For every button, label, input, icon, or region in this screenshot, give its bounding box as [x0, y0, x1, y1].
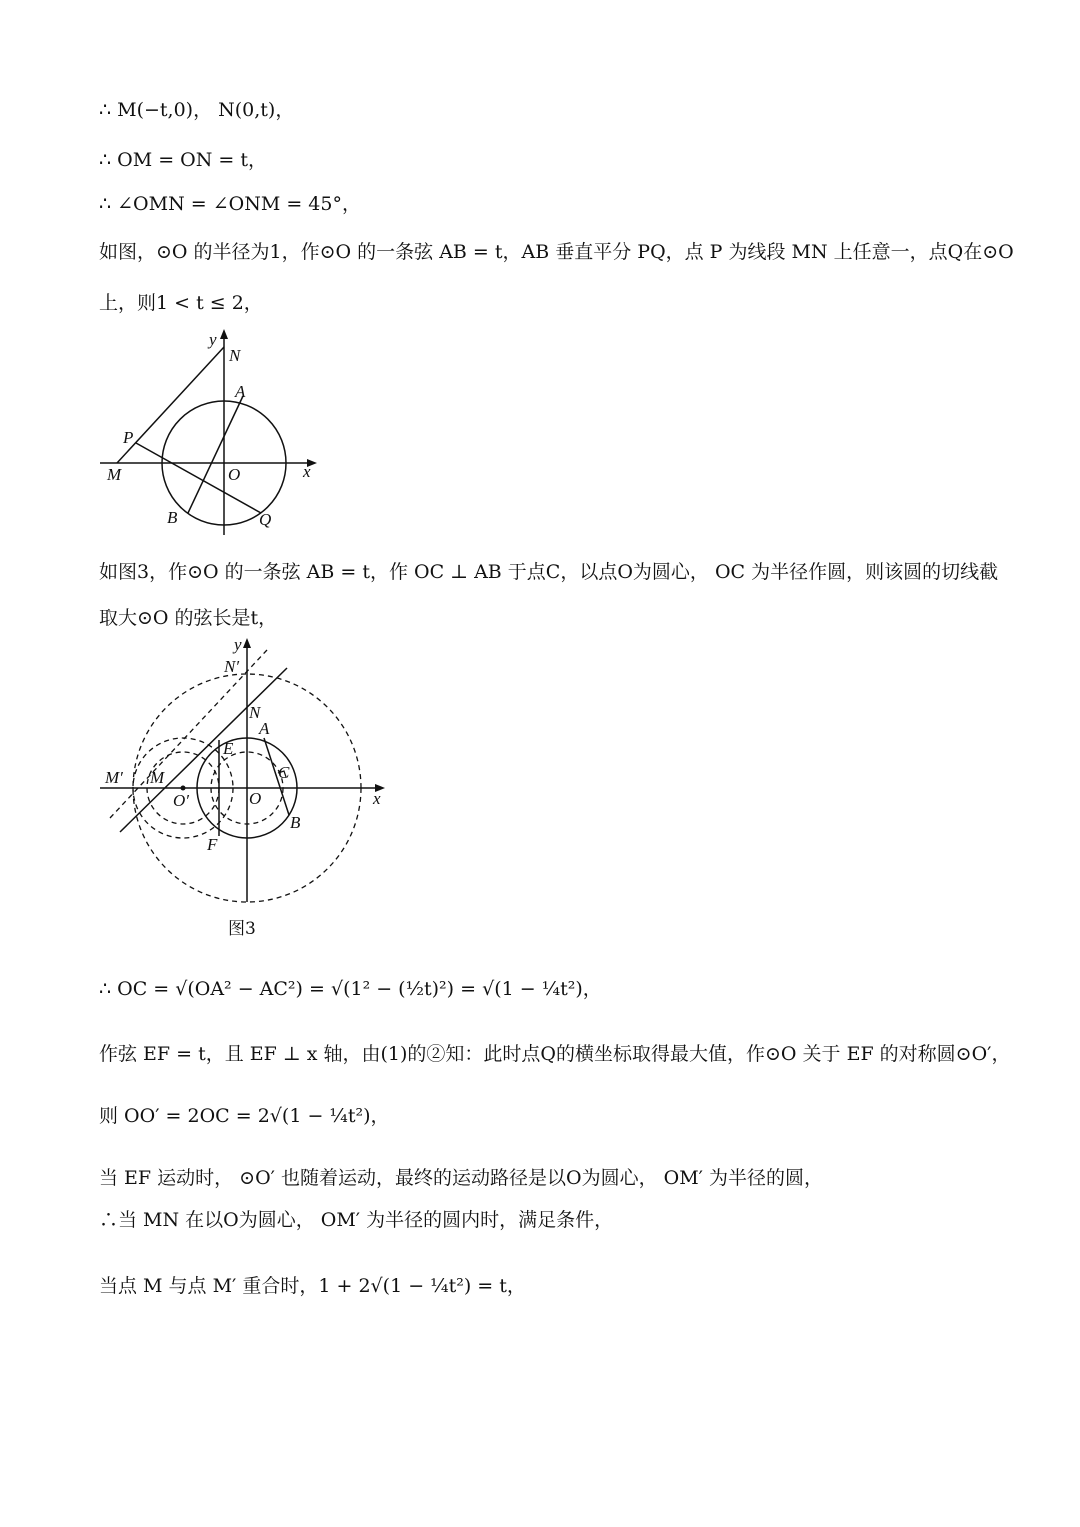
figure-1-diagram	[95, 325, 335, 540]
fig3-label-f: F	[207, 835, 218, 854]
fig1-label-b: B	[167, 508, 178, 527]
text-line-9: 作弦 EF = t，且 EF ⊥ x 轴，由(1)的②知：此时点Q的横坐标取得最大值，作⊙O 关于 EF 的对称圆⊙O′，	[99, 1043, 1011, 1065]
fig1-label-o: O	[228, 465, 241, 484]
fig1-label-a: A	[235, 382, 246, 401]
figure-3-caption: 图3	[228, 919, 256, 939]
text-line-11: 当 EF 运动时， ⊙O′ 也随着运动，最终的运动路径是以O为圆心， OM′ 为半径的圆，	[99, 1167, 824, 1189]
text-line-12: ∴当 MN 在以O为圆心， OM′ 为半径的圆内时，满足条件，	[99, 1209, 614, 1231]
fig1-label-m: M	[107, 465, 122, 484]
text-line-1: ∴ M(−t,0)， N(0,t)，	[99, 99, 295, 121]
text-line-6: 如图3，作⊙O 的一条弦 AB = t，作 OC ⊥ AB 于点C，以点O为圆心， OC 为半径作圆，则该圆的切线截	[99, 561, 999, 583]
text-line-7: 取大⊙O 的弦长是t，	[99, 607, 278, 629]
fig3-label-m: M	[150, 768, 165, 787]
text-line-8: ∴ OC = √(OA² − AC²) = √(1² − (½t)²) = √(1 − ¼t²)，	[99, 978, 602, 1000]
fig3-label-b: B	[290, 813, 301, 832]
fig3-label-c: C	[278, 763, 290, 782]
fig3-label-e: E	[223, 739, 234, 758]
fig3-label-n: N	[249, 703, 261, 722]
text-line-4: 如图，⊙O 的半径为1，作⊙O 的一条弦 AB = t，AB 垂直平分 PQ，点 P 为线段 MN 上任意一，点Q在⊙O	[99, 241, 1014, 263]
fig3-label-n-prime: N′	[224, 657, 240, 676]
fig3-label-a: A	[259, 719, 270, 738]
fig3-label-x: x	[373, 789, 381, 808]
fig1-label-p: P	[123, 428, 134, 447]
text-line-2: ∴ OM = ON = t，	[99, 149, 267, 171]
fig3-label-o: O	[249, 789, 262, 808]
fig3-label-y: y	[234, 635, 242, 654]
fig1-label-y: y	[209, 330, 217, 349]
text-line-13: 当点 M 与点 M′ 重合时，1 + 2√(1 − ¼t²) = t，	[99, 1275, 526, 1297]
fig3-label-o-prime: O′	[173, 791, 189, 810]
text-line-10: 则 OO′ = 2OC = 2√(1 − ¼t²)，	[99, 1105, 390, 1127]
fig1-label-x: x	[303, 462, 311, 481]
fig1-label-n: N	[229, 346, 241, 365]
fig1-label-q: Q	[259, 510, 272, 529]
fig3-label-m-prime: M′	[105, 768, 123, 787]
text-line-3: ∴ ∠OMN = ∠ONM = 45°，	[99, 193, 361, 215]
figure-3-diagram	[95, 630, 395, 910]
text-line-5: 上，则1 < t ≤ 2，	[99, 292, 263, 314]
